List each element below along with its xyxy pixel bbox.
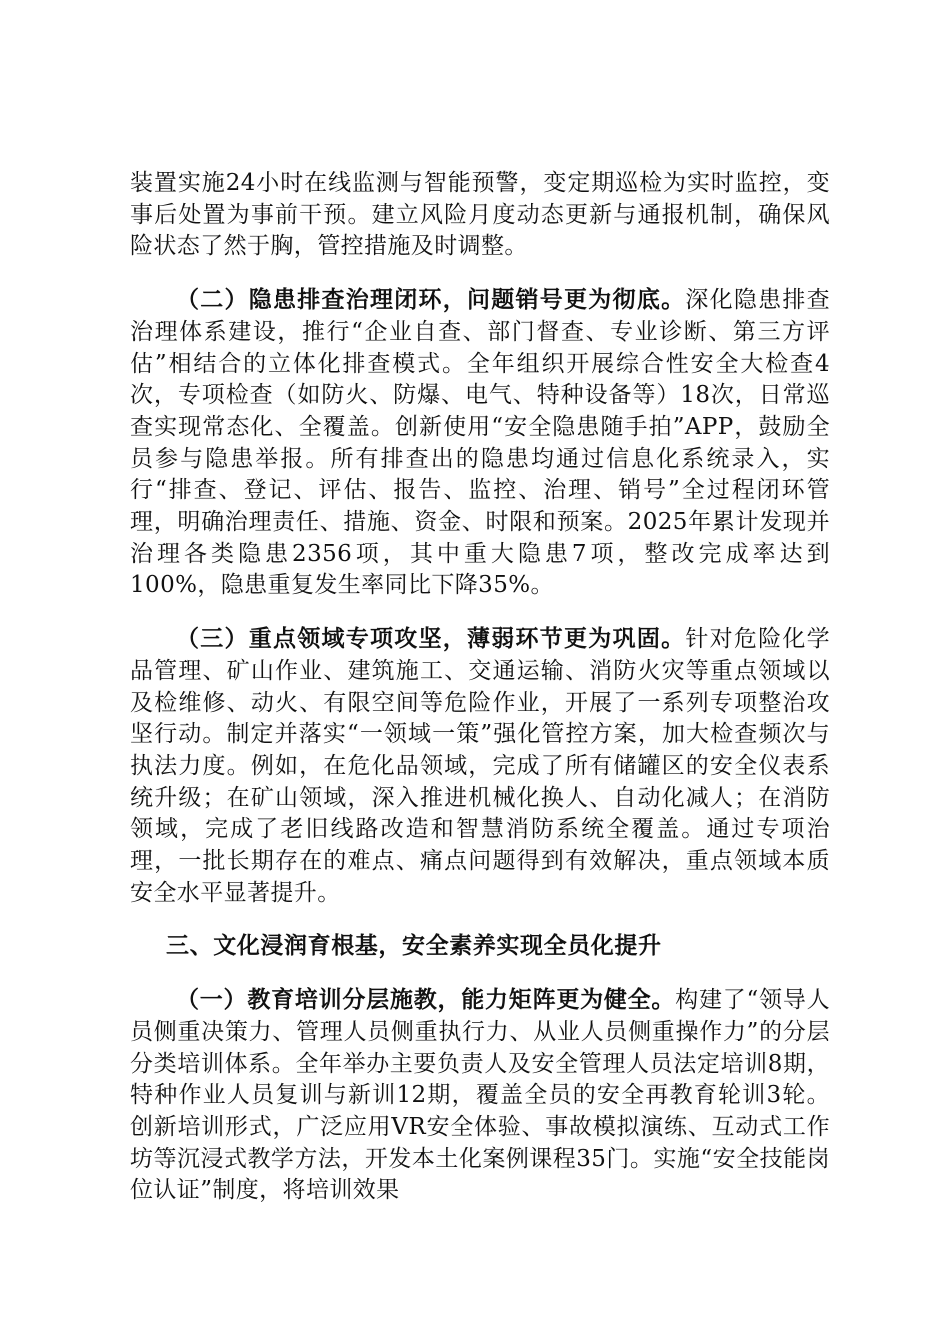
item-3-1-paragraph	[130, 985, 830, 1207]
item-2-paragraph	[130, 285, 830, 602]
item-3-body: 针对危险化学品管理、矿山作业、建筑施工、交通运输、消防火灾等重点领域以及检维修、动火、有限空间等危险作业，开展了一系列专项整治攻坚行动。制定并落实“一领域一策”强化管控方案，加大检查频次与执法力度。例如，在危化品领域，完成了所有储罐区的安全仪表系统升级；在矿山领域，深入推进机械化换人、自动化减人；在消防领域，完成了老旧线路改造和智慧消防系统全覆盖。通过专项治理，一批长期存在的难点、痛点问题得到有效解决，重点领域本质安全水平显著提升。	[130, 626, 830, 906]
item-3-1-body: 构建了“领导人员侧重决策力、管理人员侧重执行力、从业人员侧重操作力”的分层分类培训体系。全年举办主要负责人及安全管理人员法定培训8期，特种作业人员复训与新训12期，覆盖全员的安全再教育轮训3轮。创新培训形式，广泛应用VR安全体验、事故模拟演练、互动式工作坊等沉浸式教学方法，开发本土化案例课程35门。实施“安全技能岗位认证”制度，将培训效果	[130, 987, 830, 1204]
item-3-1-title: （一）教育培训分层施教，能力矩阵更为健全。	[176, 987, 676, 1014]
document-body	[130, 168, 830, 1229]
item-2-title: （二）隐患排查治理闭环，问题销号更为彻底。	[176, 287, 686, 314]
item-2-body: 深化隐患排查治理体系建设，推行“企业自查、部门督查、专业诊断、第三方评估”相结合的立体化排查模式。全年组织开展综合性安全大检查4次，专项检查（如防火、防爆、电气、特种设备等）18次，日常巡查实现常态化、全覆盖。创新使用“安全隐患随手拍”APP，鼓励全员参与隐患举报。所有排查出的隐患均通过信息化系统录入，实行“排查、登记、评估、报告、监控、治理、销号”全过程闭环管理，明确治理责任、措施、资金、时限和预案。2025年累计发现并治理各类隐患2356项，其中重大隐患7项，整改完成率达到100%，隐患重复发生率同比下降35%。	[130, 287, 830, 599]
item-3-paragraph	[130, 624, 830, 909]
continuation-text: 装置实施24小时在线监测与智能预警，变定期巡检为实时监控，变事后处置为事前干预。建立风险月度动态更新与通报机制，确保风险状态了然于胸，管控措施及时调整。	[130, 170, 830, 260]
continuation-paragraph	[130, 168, 830, 263]
item-3-title: （三）重点领域专项攻坚，薄弱环节更为巩固。	[176, 626, 686, 653]
section-3-heading: 三、文化浸润育根基，安全素养实现全员化提升	[166, 933, 662, 960]
